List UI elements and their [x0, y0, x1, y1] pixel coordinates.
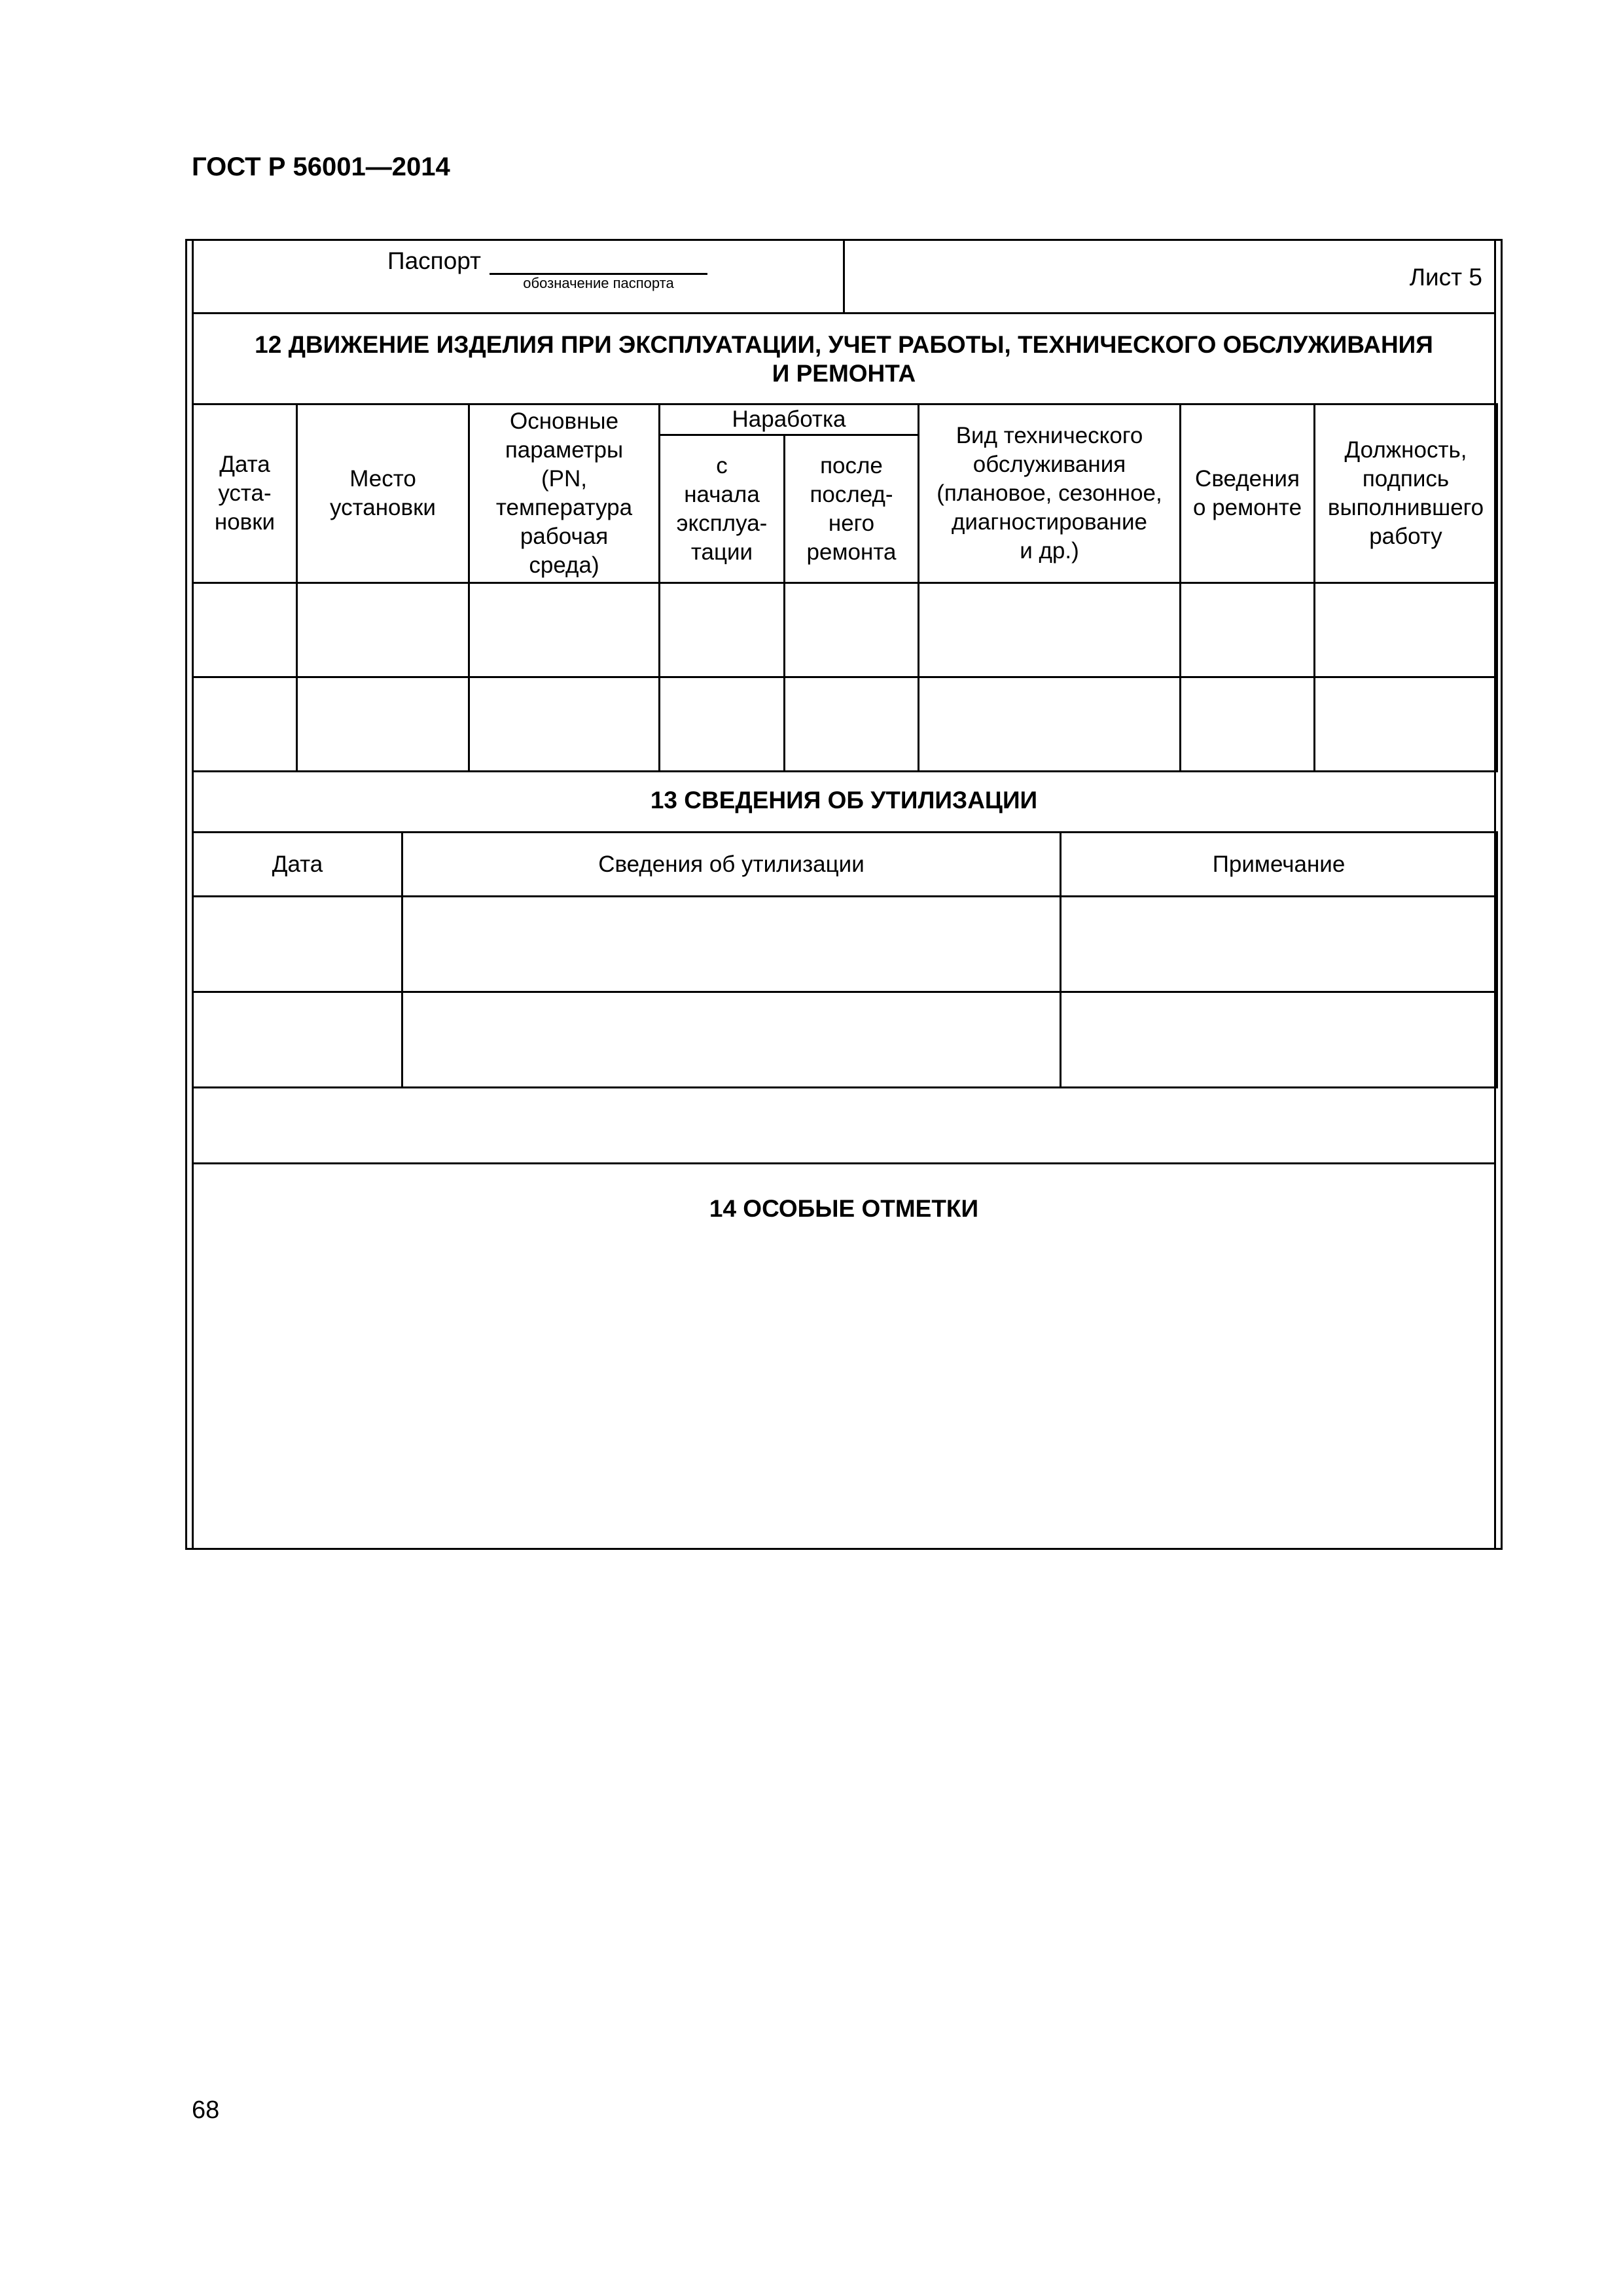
- table-cell[interactable]: [193, 677, 297, 772]
- table-cell[interactable]: [919, 583, 1181, 677]
- table-row: [193, 677, 1497, 772]
- page-number: 68: [192, 2096, 220, 2124]
- col-header-install-date: Дата уста- новки: [193, 404, 297, 583]
- table-cell[interactable]: [402, 897, 1061, 992]
- table-cell[interactable]: [193, 992, 402, 1088]
- section12-title-line2: И РЕМОНТА: [772, 360, 916, 387]
- table-cell[interactable]: [297, 583, 469, 677]
- table-cell[interactable]: [469, 583, 660, 677]
- col-header-runtime: Наработка: [660, 404, 919, 435]
- disposal-table: [192, 831, 1498, 1088]
- col-header-position-signature: Должность, подпись выполнившего работу: [1315, 404, 1497, 583]
- section12-title: [192, 331, 1496, 388]
- table-cell[interactable]: [469, 677, 660, 772]
- table-cell[interactable]: [1061, 992, 1497, 1088]
- col-header-install-place: Место установки: [297, 404, 469, 583]
- section12-title-line1: 12 ДВИЖЕНИЕ ИЗДЕЛИЯ ПРИ ЭКСПЛУАТАЦИИ, УЧЕТ РАБОТЫ, ТЕХНИЧЕСКОГО ОБСЛУЖИВАНИЯ: [255, 331, 1433, 358]
- table-row: [193, 992, 1497, 1088]
- col-header-since-start: с начала эксплуа- тации: [660, 435, 785, 583]
- table-cell[interactable]: [1315, 677, 1497, 772]
- passport-header-divider: [843, 239, 845, 314]
- table-cell[interactable]: [193, 897, 402, 992]
- table-cell[interactable]: [1315, 583, 1497, 677]
- table-cell[interactable]: [402, 992, 1061, 1088]
- table-cell[interactable]: [660, 677, 785, 772]
- section13-title: 13 СВЕДЕНИЯ ОБ УТИЛИЗАЦИИ: [650, 787, 1038, 814]
- sheet-number: Лист 5: [1409, 264, 1482, 291]
- passport-label: Паспорт: [387, 247, 481, 274]
- section14-title: 14 ОСОБЫЕ ОТМЕТКИ: [709, 1195, 979, 1222]
- table-row: [193, 583, 1497, 677]
- col-header-disposal-note: Примечание: [1061, 833, 1497, 897]
- table-cell[interactable]: [193, 583, 297, 677]
- table-cell[interactable]: [660, 583, 785, 677]
- document-code: ГОСТ Р 56001—2014: [192, 152, 450, 181]
- table-cell[interactable]: [297, 677, 469, 772]
- col-header-disposal-info: Сведения об утилизации: [402, 833, 1061, 897]
- passport-designation-caption: обозначение паспорта: [523, 275, 674, 291]
- col-header-repair-info: Сведения о ремонте: [1181, 404, 1315, 583]
- equipment-movement-table: [192, 403, 1498, 772]
- col-header-since-repair: после послед- него ремонта: [785, 435, 919, 583]
- col-header-maintenance-type: Вид технического обслуживания (плановое, сезонное, диагностирование и др.): [919, 404, 1181, 583]
- col-header-main-params: Основные параметры (PN, температура рабочая среда): [469, 404, 660, 583]
- table-cell[interactable]: [1181, 677, 1315, 772]
- table-cell[interactable]: [1181, 583, 1315, 677]
- col-header-disposal-date: Дата: [193, 833, 402, 897]
- table-cell[interactable]: [785, 583, 919, 677]
- table-row: [193, 897, 1497, 992]
- table-cell[interactable]: [785, 677, 919, 772]
- table-cell[interactable]: [919, 677, 1181, 772]
- table-cell[interactable]: [1061, 897, 1497, 992]
